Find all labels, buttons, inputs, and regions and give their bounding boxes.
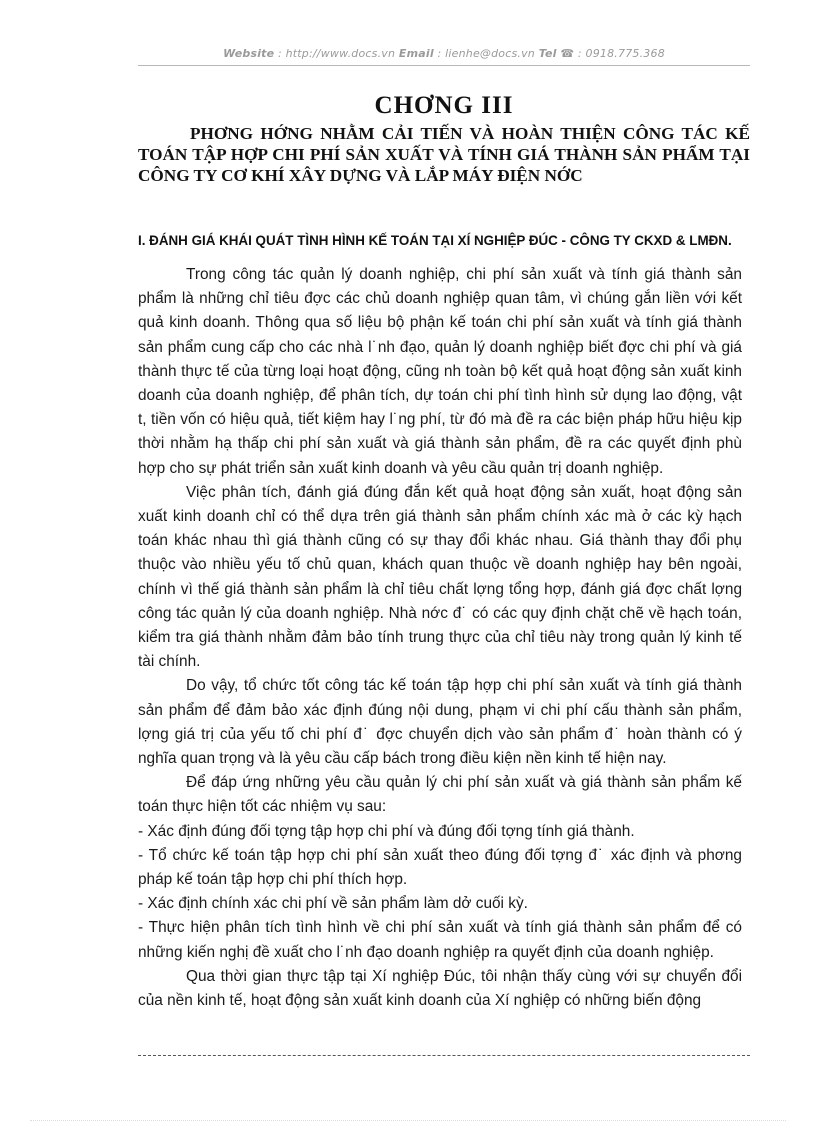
list-item: - Tổ chức kế toán tập hợp chi phí sản xuất theo đúng đối tợng đ˙ xác định và phơng pháp kế toán tập hợp chi phí thích hợp. <box>138 846 742 889</box>
page-bottom-border <box>30 1120 786 1121</box>
page-header <box>138 47 750 60</box>
header-divider <box>138 65 750 66</box>
list-item: - Xác định đúng đối tợng tập hợp chi phí và đúng đối tợng tính giá thành. <box>138 822 635 840</box>
chapter-title: CHƠNG III <box>374 92 514 119</box>
paragraph: Qua thời gian thực tập tại Xí nghiệp Đúc, tôi nhận thấy cùng với sự chuyển đổi của nền kinh tế, hoạt động sản xuất kinh doanh của Xí nghiệp có những biến động <box>138 967 742 1010</box>
tel-label: Tel <box>538 47 557 60</box>
list-item: - Xác định chính xác chi phí về sản phẩm làm dở cuối kỳ. <box>138 895 528 913</box>
paragraph: Để đáp ứng những yêu cầu quản lý chi phí sản xuất và giá thành sản phẩm kế toán thực hiện tốt các nhiệm vụ sau: <box>138 774 742 816</box>
website-label: Website <box>223 47 275 60</box>
paragraph: Việc phân tích, đánh giá đúng đắn kết quả hoạt động sản xuất, hoạt động sản xuất kinh doanh chỉ có thể dựa trên giá thành sản phẩm chính xác mà ở các kỳ hạch toán khác nhau thì giá thành cũng có sự thay đổi khác nhau. Giá thành thay đổi phụ thuộc vào nhiều yếu tố chủ quan, khách quan thuộc về doanh nghiệp hay bên ngoài, chính vì thế giá thành sản phẩm là chỉ tiêu chất lợng tổng hợp, đánh giá đợc chất lợng công tác quản lý của doanh nghiệp. Nhà nớc đ˙ có các quy định chặt chẽ về hạch toán, kiểm tra giá thành nhằm đảm bảo tính trung thực của chỉ tiêu này trong quản lý kinh tế tài chính. <box>138 483 742 671</box>
chapter-subtitle: PHƠNG HỚNG NHẰM CẢI TIẾN VÀ HOÀN THIỆN CÔNG TÁC KẾ TOÁN TẬP HỢP CHI PHÍ SẢN XUẤT VÀ TÍNH GIÁ THÀNH SẢN PHẨM TẠI CÔNG TY CƠ KHÍ XÂY DỰNG VÀ LẮP MÁY ĐIỆN NỚC <box>138 124 750 185</box>
body-text <box>138 263 742 1013</box>
email-label: Email <box>398 47 434 60</box>
tel-value: ☎ : 0918.775.368 <box>560 47 665 60</box>
list-item: - Thực hiện phân tích tình hình về chi phí sản xuất và tính giá thành sản phẩm để có những kiến nghị đề xuất cho l˙nh đạo doanh nghiệp ra quyết định của doanh nghiệp. <box>138 919 742 961</box>
footer-divider <box>138 1055 750 1056</box>
email-value: : lienhe@docs.vn <box>437 47 535 60</box>
paragraph: Trong công tác quản lý doanh nghiệp, chi phí sản xuất và tính giá thành sản phẩm là những chỉ tiêu đợc các chủ doanh nghiệp quan tâm, vì chúng gắn liền với kết quả kinh doanh. Thông qua số liệu bộ phận kế toán chi phí sản xuất và tính giá thành sản phẩm cung cấp cho các nhà l˙nh đạo, quản lý doanh nghiệp biết đợc chi phí và giá thành thực tế của từng loại hoạt động, cũng nh toàn bộ kết quả hoạt động sản xuất kinh doanh của doanh nghiệp, để phân tích, dự toán chi phí tình hình sử dụng lao động, vật t, tiền vốn có hiệu quả, tiết kiệm hay l˙ng phí, từ đó mà đề ra các biện pháp hữu hiệu kịp thời nhằm hạ thấp chi phí sản xuất và giá thành sản phẩm, đề ra các quyết định phù hợp cho sự phát triển sản xuất kinh doanh và yêu cầu quản trị doanh nghiệp. <box>138 266 742 477</box>
section-heading: I. ĐÁNH GIÁ KHÁI QUÁT TÌNH HÌNH KẾ TOÁN TẠI XÍ NGHIỆP ĐÚC - CÔNG TY CKXD & LMĐN. <box>138 233 732 248</box>
paragraph: Do vậy, tổ chức tốt công tác kế toán tập hợp chi phí sản xuất và tính giá thành sản phẩm để đảm bảo xác định đúng nội dung, phạm vi chi phí cấu thành sản phẩm, lợng giá trị của yếu tố chi phí đ˙ đợc chuyển dịch vào sản phẩm đ˙ hoàn thành có ý nghĩa quan trọng và là yêu cầu cấp bách trong điều kiện nền kinh tế hiện nay. <box>138 677 742 768</box>
website-value: : http://www.docs.vn <box>278 47 396 60</box>
